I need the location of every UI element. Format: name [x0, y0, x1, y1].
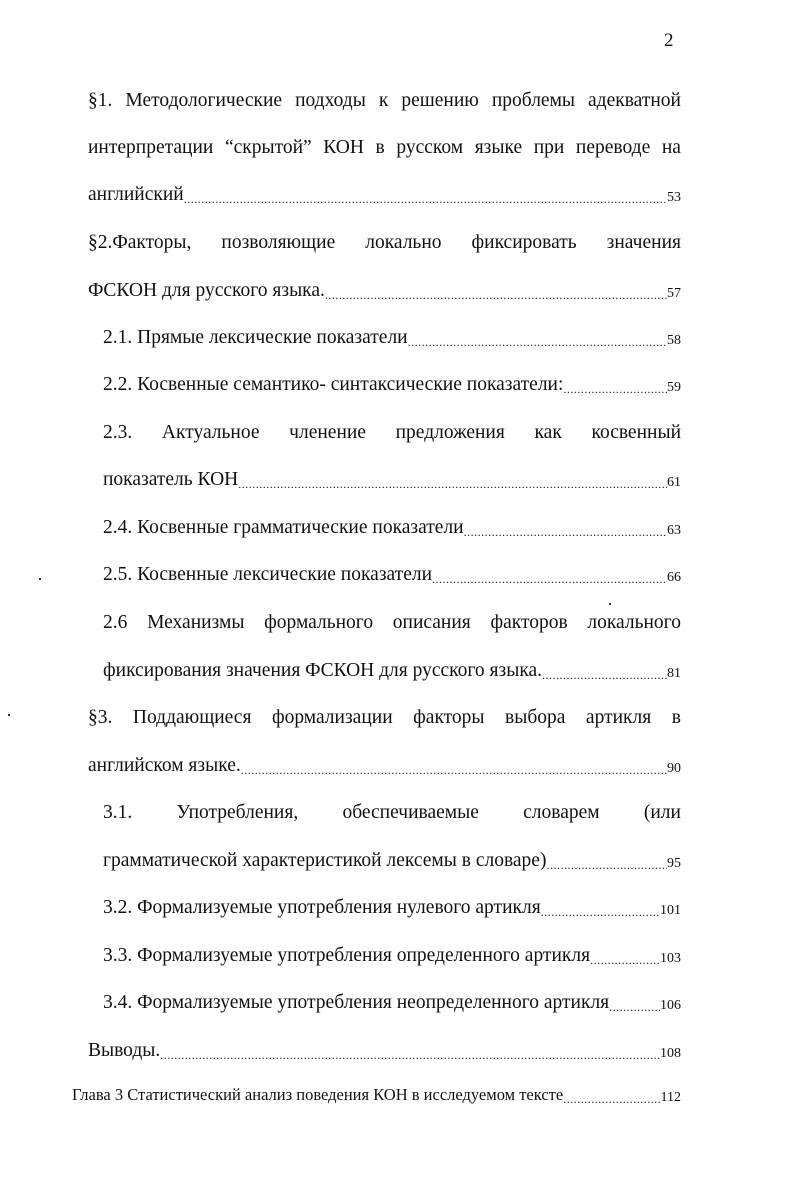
- word: предложения: [395, 422, 505, 443]
- word: к: [378, 90, 389, 111]
- toc-page-number: 101: [660, 903, 681, 918]
- word: Механизмы: [147, 612, 245, 633]
- toc-entry-s2-line2[interactable]: [0, 276, 681, 306]
- word: на: [661, 137, 681, 158]
- toc-entry-s3-line1: [0, 703, 681, 733]
- word: описания: [392, 612, 471, 633]
- toc-entry-text: 2.1. Прямые лексические показатели: [103, 327, 408, 348]
- word: (или: [643, 802, 681, 823]
- word: локального: [587, 612, 681, 633]
- word: значения: [606, 232, 681, 253]
- toc-page-number: 90: [667, 761, 681, 776]
- word: переводе: [575, 137, 651, 158]
- word: Поддающиеся: [132, 707, 252, 728]
- dot-leader: [542, 656, 667, 686]
- word: обеспечиваемые: [342, 802, 479, 823]
- word: русском: [396, 137, 464, 158]
- toc-page-number: 61: [667, 475, 681, 490]
- toc-entry-text: показатель КОН: [103, 469, 239, 490]
- toc-entry-text: фиксирования значения ФСКОН для русского языка.: [103, 660, 543, 681]
- dot-leader: [432, 560, 667, 590]
- word: Актуальное: [161, 422, 260, 443]
- word: словарем: [523, 802, 600, 823]
- toc-entry-2-6-line1: [0, 608, 681, 638]
- toc-page-number: 58: [667, 333, 681, 348]
- dot-leader: [546, 846, 667, 876]
- toc-entry-text: 2.5. Косвенные лексические показатели: [103, 564, 433, 585]
- word: артикля: [585, 707, 652, 728]
- word: §3.: [88, 707, 113, 728]
- toc-entry-2-6-line2[interactable]: [0, 656, 681, 686]
- word: “скрытой”: [224, 137, 312, 158]
- dot-leader: [184, 180, 667, 210]
- dot-leader: [590, 941, 660, 971]
- toc-entry-text: Выводы.: [88, 1040, 161, 1061]
- dot-leader: [563, 1080, 660, 1110]
- scan-speck: [8, 714, 10, 716]
- toc-entry-3-3[interactable]: [0, 941, 681, 971]
- word: в: [671, 707, 681, 728]
- word: проблемы: [491, 90, 576, 111]
- toc-entry-s3-line2[interactable]: [0, 751, 681, 781]
- toc-entry-text: ФСКОН для русского языка.: [88, 280, 325, 301]
- toc-entry-3-4[interactable]: [0, 988, 681, 1018]
- toc-page-number: 66: [667, 570, 681, 585]
- dot-leader: [541, 893, 660, 923]
- word: формального: [264, 612, 374, 633]
- toc-entry-conclusions[interactable]: [0, 1036, 681, 1066]
- word: Методологические: [125, 90, 283, 111]
- dot-leader: [160, 1036, 660, 1066]
- toc-entry-chapter-3[interactable]: [0, 1080, 681, 1110]
- toc-entry-2-3-line2[interactable]: [0, 465, 681, 495]
- dot-leader: [408, 323, 667, 353]
- toc-entry-2-4[interactable]: [0, 513, 681, 543]
- word: 2.6: [103, 612, 128, 633]
- word: выбора: [505, 707, 566, 728]
- toc-entry-text: 3.3. Формализуемые употребления определенного артикля: [103, 945, 591, 966]
- toc-entry-s1-line1: [0, 86, 681, 116]
- toc-page-number: 63: [667, 523, 681, 538]
- toc-page-number: 57: [667, 286, 681, 301]
- toc-entry-3-2[interactable]: [0, 893, 681, 923]
- toc-entry-text: английский: [88, 184, 184, 205]
- word: 2.3.: [103, 422, 133, 443]
- toc-entry-2-3-line1: [0, 418, 681, 448]
- word: адекватной: [588, 90, 681, 111]
- toc-page-number: 108: [660, 1046, 681, 1061]
- word: как: [534, 422, 562, 443]
- toc-page-number: 53: [667, 190, 681, 205]
- toc-entry-text: грамматической характеристикой лексемы в словаре): [103, 850, 547, 871]
- word: подходы: [295, 90, 366, 111]
- word: §2.Факторы,: [88, 232, 192, 253]
- toc-entry-s1-line2: [0, 133, 681, 163]
- toc-entry-3-1-line2[interactable]: [0, 846, 681, 876]
- toc-entry-s1-line3[interactable]: [0, 180, 681, 210]
- toc-entry-text: 3.4. Формализуемые употребления неопределенного артикля: [103, 992, 610, 1013]
- toc-entry-text: 2.4. Косвенные грамматические показатели: [103, 517, 464, 538]
- toc-entry-2-1[interactable]: [0, 323, 681, 353]
- word: Употребления,: [176, 802, 299, 823]
- toc-entry-s2-line1: [0, 228, 681, 258]
- dot-leader: [464, 513, 667, 543]
- scan-speck: [39, 578, 41, 580]
- toc-page-number: 95: [667, 856, 681, 871]
- word: §1.: [88, 90, 113, 111]
- word: фиксировать: [471, 232, 577, 253]
- word: интерпретации: [88, 137, 214, 158]
- page-number: 2: [664, 30, 674, 51]
- word: факторов: [490, 612, 568, 633]
- dot-leader: [563, 370, 667, 400]
- toc-entry-text: Глава 3 Статистический анализ поведения КОН в исследуемом тексте: [72, 1085, 564, 1104]
- toc-page-number: 106: [660, 998, 681, 1013]
- toc-entry-text: 2.2. Косвенные семантико- синтаксические показатели:: [103, 374, 564, 395]
- word: косвенный: [591, 422, 681, 443]
- word: языке: [474, 137, 523, 158]
- word: позволяющие: [221, 232, 336, 253]
- toc-page-number: 112: [660, 1090, 681, 1105]
- toc-page-number: 59: [667, 380, 681, 395]
- toc-entry-2-2[interactable]: [0, 370, 681, 400]
- dot-leader: [325, 276, 667, 306]
- word: 3.1.: [103, 802, 133, 823]
- word: членение: [289, 422, 366, 443]
- scan-speck: [609, 603, 611, 605]
- word: формализации: [271, 707, 393, 728]
- dot-leader: [238, 465, 667, 495]
- toc-page-number: 81: [667, 666, 681, 681]
- toc-entry-2-5[interactable]: [0, 560, 681, 590]
- word: локально: [365, 232, 442, 253]
- dot-leader: [609, 988, 660, 1018]
- word: КОН: [323, 137, 364, 158]
- word: при: [533, 137, 565, 158]
- word: факторы: [413, 707, 485, 728]
- dot-leader: [241, 751, 667, 781]
- toc-entry-text: английском языке.: [88, 755, 241, 776]
- word: решению: [401, 90, 479, 111]
- toc-entry-text: 3.2. Формализуемые употребления нулевого артикля: [103, 897, 541, 918]
- toc-page-number: 103: [660, 951, 681, 966]
- word: в: [375, 137, 385, 158]
- toc-entry-3-1-line1: [0, 798, 681, 828]
